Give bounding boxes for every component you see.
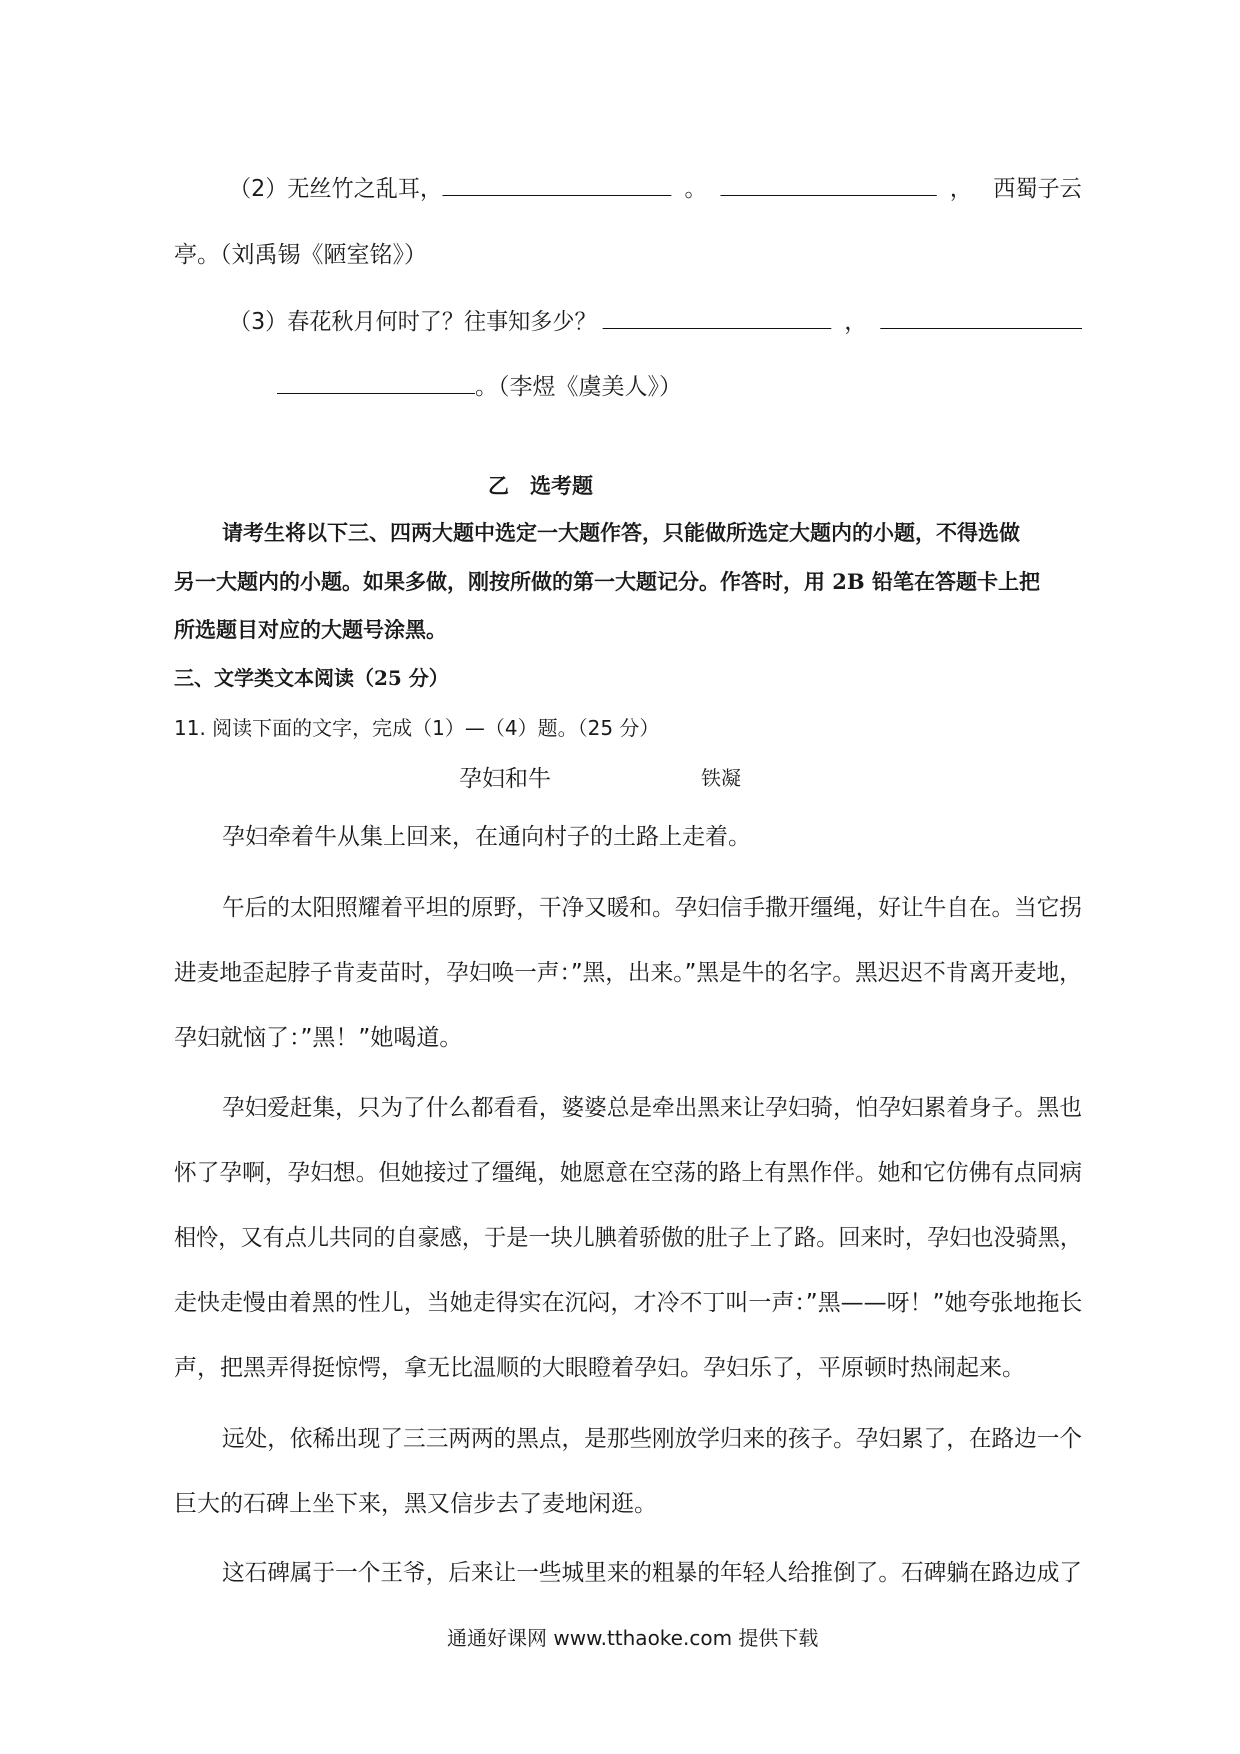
q2-line1 bbox=[229, 170, 1082, 203]
body-line: 进麦地歪起脖子肯麦苗时，孕妇唤一声：”黑，出来。”黑是牛的名字。黑迟迟不肯离开麦地， bbox=[174, 960, 1082, 986]
q3-answer-blank-3[interactable] bbox=[277, 392, 475, 394]
q3-suffix: 。（李煜《虞美人》） bbox=[475, 374, 682, 400]
q3-sep: ， bbox=[844, 309, 867, 335]
q2-prefix: （2）无丝竹之乱耳， bbox=[229, 176, 443, 202]
story-title: 孕妇和牛 bbox=[459, 766, 551, 792]
body-line: 午后的太阳照耀着平坦的原野，干净又暖和。孕妇信手撒开缰绳，好让牛自在。当它拐 bbox=[222, 895, 1083, 921]
q2-sep1: 。 bbox=[684, 176, 707, 202]
body-line: 怀了孕啊，孕妇想。但她接过了缰绳，她愿意在空荡的路上有黑作伴。她和它仿佛有点同病 bbox=[174, 1160, 1083, 1186]
q3-answer-blank-2[interactable] bbox=[880, 327, 1082, 329]
q3-answer-blank-1[interactable] bbox=[602, 327, 831, 329]
body-line: 远处，依稀出现了三三两两的黑点，是那些刚放学归来的孩子。孕妇累了，在路边一个 bbox=[222, 1426, 1083, 1452]
q3-prefix: （3）春花秋月何时了？往事知多少？ bbox=[229, 309, 597, 335]
body-line: 孕妇就恼了：”黑！”她喝道。 bbox=[174, 1025, 463, 1051]
page-footer: 通通好课网 www.tthaoke.com 提供下载 bbox=[447, 1626, 819, 1650]
q2-line2: 亭。（刘禹锡《陋室铭》） bbox=[174, 242, 427, 268]
q2-answer-blank-2[interactable] bbox=[720, 194, 936, 196]
story-author: 铁凝 bbox=[701, 766, 741, 790]
body-line: 声，把黑弄得挺惊愕，拿无比温顺的大眼瞪着孕妇。孕妇乐了，平原顿时热闹起来。 bbox=[174, 1355, 1025, 1381]
section-b-instruction-3: 所选题目对应的大题号涂黑。 bbox=[174, 617, 447, 642]
body-line: 巨大的石碑上坐下来，黑又信步去了麦地闲逛。 bbox=[174, 1491, 657, 1517]
q3-line2 bbox=[277, 368, 682, 401]
q2-suffix: 西蜀子云 bbox=[993, 176, 1082, 202]
body-line: 孕妇爱赶集，只为了什么都看看，婆婆总是牵出黑来让孕妇骑，怕孕妇累着身子。黑也 bbox=[222, 1095, 1083, 1121]
section-b-instruction-1: 请考生将以下三、四两大题中选定一大题作答，只能做所选定大题内的小题，不得选做 bbox=[222, 520, 1020, 545]
q2-sep2: ， bbox=[949, 176, 973, 202]
q2-answer-blank-1[interactable] bbox=[442, 194, 671, 196]
question-11: 11. 阅读下面的文字，完成（1）—（4）题。（25 分） bbox=[174, 716, 660, 740]
body-line: 走快走慢由着黑的性儿，当她走得实在沉闷，才冷不丁叫一声：”黑——呀！”她夸张地拖长 bbox=[174, 1290, 1083, 1316]
body-line: 孕妇牵着牛从集上回来，在通向村子的土路上走着。 bbox=[222, 824, 751, 850]
section-3-heading: 三、文学类文本阅读（25 分） bbox=[174, 666, 449, 690]
section-b-title: 乙 选考题 bbox=[488, 473, 593, 498]
q3-line1 bbox=[229, 303, 1082, 336]
body-line: 这石碑属于一个王爷，后来让一些城里来的粗暴的年轻人给推倒了。石碑躺在路边成了 bbox=[222, 1560, 1083, 1586]
body-line: 相怜，又有点儿共同的自豪感，于是一块儿腆着骄傲的肚子上了路。回来时，孕妇也没骑黑， bbox=[174, 1225, 1083, 1251]
section-b-instruction-2: 另一大题内的小题。如果多做，刚按所做的第一大题记分。作答时，用 2B 铅笔在答题卡上把 bbox=[174, 569, 1040, 594]
